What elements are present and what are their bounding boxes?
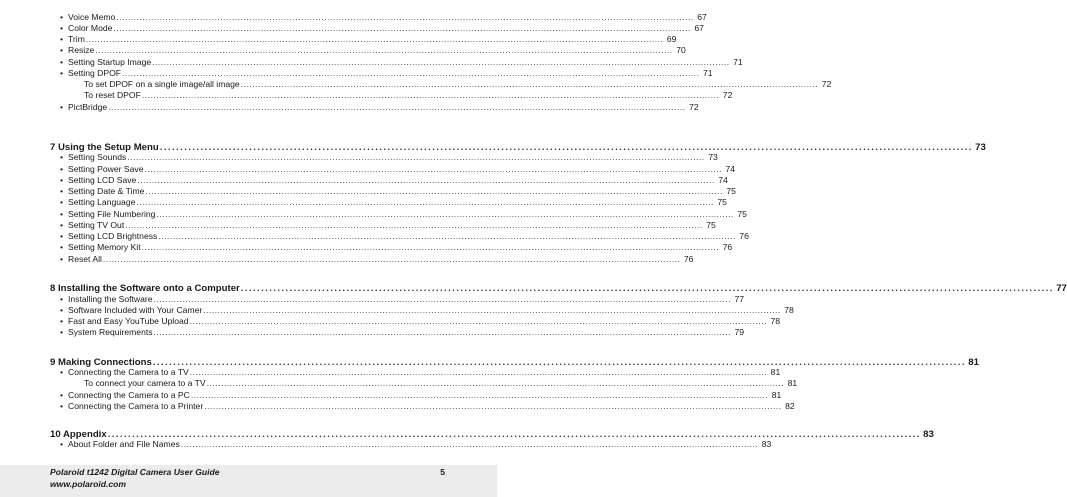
toc-entry[interactable]	[0, 439, 772, 450]
dot-leader: ........................................................................................................................................................................................................	[113, 23, 691, 33]
bullet-icon: •	[60, 45, 64, 55]
toc-entry[interactable]	[0, 152, 718, 163]
toc-entry-page: 74	[725, 164, 736, 174]
bullet-icon: •	[60, 164, 64, 174]
toc-entry-page: 74	[718, 175, 728, 185]
bullet-icon: •	[60, 390, 64, 400]
toc-entry-page: 69	[666, 34, 677, 44]
toc-entry-page: 83	[923, 429, 934, 440]
dot-leader: ........................................................................................................................................................................................................	[152, 57, 730, 67]
toc-entry[interactable]	[0, 242, 733, 253]
guide-title: Polaroid t1242 Digital Camera User Guide	[50, 467, 220, 477]
toc-entry-page: 76	[683, 254, 694, 264]
bullet-icon: •	[60, 305, 64, 315]
toc-entry-label: Software Included with Your Camer	[68, 305, 203, 315]
bullet-icon: •	[60, 34, 64, 44]
toc-entry[interactable]	[0, 220, 716, 231]
website-url[interactable]: www.polaroid.com	[50, 479, 127, 489]
bullet-icon: •	[60, 439, 64, 449]
toc-entry-label: Resize	[68, 45, 95, 55]
toc-entry-label: Setting Sounds	[68, 152, 127, 162]
toc-entry-page: 72	[722, 90, 733, 100]
toc-entry-page: 79	[734, 327, 745, 337]
toc-entry-page: 78	[784, 305, 794, 315]
toc-entry-content	[60, 186, 736, 197]
toc-entry-label: Setting LCD Save	[68, 175, 137, 185]
toc-entry[interactable]	[0, 378, 798, 389]
toc-entry-content	[60, 231, 749, 242]
toc-entry-content	[60, 316, 781, 327]
toc-entry-page: 77	[734, 294, 745, 304]
toc-entry[interactable]	[0, 12, 707, 23]
dot-leader: ........................................................................................................................................................................................................	[116, 12, 694, 22]
toc-entry-content	[60, 57, 743, 68]
toc-entry-label: Connecting the Camera to a Printer	[68, 401, 204, 411]
toc-entry-content	[60, 197, 727, 208]
toc-entry-page: 81	[771, 390, 782, 400]
toc-entry-content	[60, 34, 677, 45]
dot-leader: ........................................................................................................................................................................................................	[156, 209, 734, 219]
dot-leader: ........................................................................................................................................................................................................	[136, 197, 714, 207]
toc-entry-page: 78	[770, 316, 781, 326]
toc-entry-content	[84, 90, 733, 101]
toc-entry-page: 71	[733, 57, 743, 67]
dot-leader: ........................................................................................................................................................................................................	[108, 102, 686, 112]
dot-leader: ........................................................................................................................................................................................................	[102, 254, 681, 264]
toc-entry-content	[60, 164, 736, 175]
toc-entry-content	[60, 305, 794, 316]
toc-entry-page: 72	[821, 79, 832, 89]
toc-entry-label: Setting LCD Brightness	[68, 231, 158, 241]
toc-entry-content	[60, 102, 699, 113]
toc-entry-content	[60, 327, 745, 338]
toc-entry[interactable]	[0, 390, 782, 401]
toc-entry[interactable]	[0, 57, 743, 68]
toc-entry-label: Connecting the Camera to a PC	[68, 390, 190, 400]
toc-entry-content	[60, 209, 747, 220]
dot-leader: ........................................................................................................................................................................................................	[152, 357, 966, 368]
toc-entry-label: Connecting the Camera to a TV	[68, 367, 189, 377]
bullet-icon: •	[60, 175, 64, 185]
toc-entry[interactable]	[0, 254, 694, 265]
toc-entry-label: Setting File Numbering	[68, 209, 156, 219]
bullet-icon: •	[60, 327, 64, 337]
bullet-icon: •	[60, 231, 64, 241]
toc-entry-content	[60, 390, 782, 401]
bullet-icon: •	[60, 102, 64, 112]
toc-entry-content	[60, 23, 704, 34]
toc-entry-content	[60, 175, 728, 186]
toc-entry[interactable]	[0, 367, 781, 378]
dot-leader: ........................................................................................................................................................................................................	[95, 45, 673, 55]
dot-leader: ........................................................................................................................................................................................................	[159, 142, 973, 153]
page-footer	[0, 465, 497, 497]
toc-entry-content	[60, 242, 733, 253]
toc-entry-label: Setting Power Save	[68, 164, 144, 174]
toc-entry[interactable]	[0, 316, 781, 327]
toc-entry-label: About Folder and File Names	[68, 439, 180, 449]
toc-entry-page: 75	[706, 220, 716, 230]
bullet-icon: •	[60, 23, 64, 33]
dot-leader: ........................................................................................................................................................................................................	[141, 90, 720, 100]
toc-entry-label: To set DPOF on a single image/all image	[84, 79, 240, 89]
toc-entry-content	[60, 220, 716, 231]
dot-leader: ........................................................................................................................................................................................................	[153, 294, 732, 304]
toc-entry-label: 9 Making Connections	[50, 357, 152, 368]
toc-entry-label: Setting Memory Kit	[68, 242, 141, 252]
toc-entry-label: Installing the Software	[68, 294, 153, 304]
toc-entry-content	[60, 152, 718, 163]
toc-entry[interactable]	[0, 401, 795, 412]
toc-entry-content	[60, 401, 795, 412]
toc-entry-page: 81	[968, 357, 979, 368]
bullet-icon: •	[60, 186, 64, 196]
toc-entry-page: 75	[726, 186, 736, 196]
toc-entry-page: 72	[689, 102, 699, 112]
bullet-icon: •	[60, 220, 64, 230]
toc-entry[interactable]	[0, 175, 728, 186]
dot-leader: ........................................................................................................................................................................................................	[137, 175, 715, 185]
toc-entry-label: 8 Installing the Software onto a Computer	[50, 283, 240, 294]
toc-entry[interactable]	[0, 79, 832, 90]
toc-entry[interactable]	[0, 294, 745, 305]
toc-entry-page: 81	[770, 367, 781, 377]
bullet-icon: •	[60, 367, 64, 377]
toc-entry-label: To reset DPOF	[84, 90, 141, 100]
dot-leader: ........................................................................................................................................................................................................	[144, 164, 723, 174]
bullet-icon: •	[60, 152, 64, 162]
toc-entry-content	[60, 294, 745, 305]
toc-entry[interactable]	[0, 231, 749, 242]
toc-entry-page: 76	[722, 242, 733, 252]
toc-entry-content	[60, 12, 707, 23]
bullet-icon: •	[60, 209, 64, 219]
toc-entry[interactable]	[0, 186, 736, 197]
toc-entry[interactable]	[0, 197, 727, 208]
toc-entry[interactable]	[0, 34, 677, 45]
dot-leader: ........................................................................................................................................................................................................	[125, 220, 703, 230]
toc-entry-content	[60, 367, 781, 378]
toc-entry-label: Setting DPOF	[68, 68, 122, 78]
bullet-icon: •	[60, 57, 64, 67]
toc-entry-page: 67	[694, 23, 704, 33]
toc-entry-label: Reset All	[68, 254, 102, 264]
toc-entry-content	[60, 45, 686, 56]
toc-entry[interactable]	[0, 209, 747, 220]
dot-leader: ........................................................................................................................................................................................................	[203, 305, 781, 315]
toc-entry-page: 70	[676, 45, 686, 55]
dot-leader: ........................................................................................................................................................................................................	[153, 327, 732, 337]
toc-entry-page: 77	[1056, 283, 1067, 294]
toc-entry[interactable]	[0, 327, 745, 338]
toc-entry-label: 7 Using the Setup Menu	[50, 142, 159, 153]
toc-entry-label: Voice Memo	[68, 12, 116, 22]
toc-entry[interactable]	[0, 68, 713, 79]
toc-entry-label: 10 Appendix	[50, 429, 107, 440]
bullet-icon: •	[60, 254, 64, 264]
toc-entry-page: 67	[697, 12, 707, 22]
dot-leader: ........................................................................................................................................................................................................	[145, 186, 723, 196]
toc-entry-content	[84, 79, 832, 90]
toc-entry[interactable]	[0, 102, 699, 113]
toc-entry-content	[60, 68, 713, 79]
toc-entry-page: 81	[787, 378, 798, 388]
dot-leader: ........................................................................................................................................................................................................	[189, 316, 768, 326]
toc-entry-label: To connect your camera to a TV	[84, 378, 206, 388]
bullet-icon: •	[60, 242, 64, 252]
toc-entry-label: PictBridge	[68, 102, 108, 112]
dot-leader: ........................................................................................................................................................................................................	[107, 429, 921, 440]
toc-entry-page: 73	[708, 152, 718, 162]
toc-entry-page: 75	[717, 197, 727, 207]
toc-entry[interactable]	[0, 164, 736, 175]
toc-entry-page: 83	[761, 439, 772, 449]
toc-entry-label: Fast and Easy YouTube Upload	[68, 316, 189, 326]
dot-leader: ........................................................................................................................................................................................................	[204, 401, 782, 411]
toc-entry[interactable]	[0, 305, 794, 316]
dot-leader: ........................................................................................................................................................................................................	[85, 34, 664, 44]
bullet-icon: •	[60, 316, 64, 326]
toc-entry-page: 73	[975, 142, 986, 153]
dot-leader: ........................................................................................................................................................................................................	[189, 367, 768, 377]
toc-entry[interactable]	[0, 90, 733, 101]
dot-leader: ........................................................................................................................................................................................................	[141, 242, 720, 252]
toc-entry-label: System Requirements	[68, 327, 153, 337]
toc-entry-label: Color Mode	[68, 23, 113, 33]
bullet-icon: •	[60, 294, 64, 304]
toc-entry-page: 71	[702, 68, 713, 78]
toc-entry-label: Trim	[68, 34, 85, 44]
page-number: 5	[440, 467, 445, 477]
dot-leader: ........................................................................................................................................................................................................	[240, 283, 1054, 294]
bullet-icon: •	[60, 68, 64, 78]
dot-leader: ........................................................................................................................................................................................................	[206, 378, 785, 388]
toc-entry-content	[84, 378, 798, 389]
dot-leader: ........................................................................................................................................................................................................	[240, 79, 819, 89]
toc-entry-content	[60, 439, 772, 450]
bullet-icon: •	[60, 197, 64, 207]
bullet-icon: •	[60, 12, 64, 22]
toc-entry-label: Setting Startup Image	[68, 57, 152, 67]
toc-entry[interactable]	[0, 45, 686, 56]
toc-entry-page: 82	[785, 401, 795, 411]
toc-entry-label: Setting Language	[68, 197, 136, 207]
toc-entry-label: Setting TV Out	[68, 220, 125, 230]
toc-entry-label: Setting Date & Time	[68, 186, 145, 196]
dot-leader: ........................................................................................................................................................................................................	[180, 439, 759, 449]
dot-leader: ........................................................................................................................................................................................................	[127, 152, 705, 162]
toc-entry-page: 75	[737, 209, 747, 219]
toc-entry-page: 76	[739, 231, 749, 241]
bullet-icon: •	[60, 401, 64, 411]
dot-leader: ........................................................................................................................................................................................................	[122, 68, 700, 78]
toc-entry-content	[60, 254, 694, 265]
dot-leader: ........................................................................................................................................................................................................	[190, 390, 769, 400]
toc-entry[interactable]	[0, 23, 704, 34]
dot-leader: ........................................................................................................................................................................................................	[158, 231, 736, 241]
